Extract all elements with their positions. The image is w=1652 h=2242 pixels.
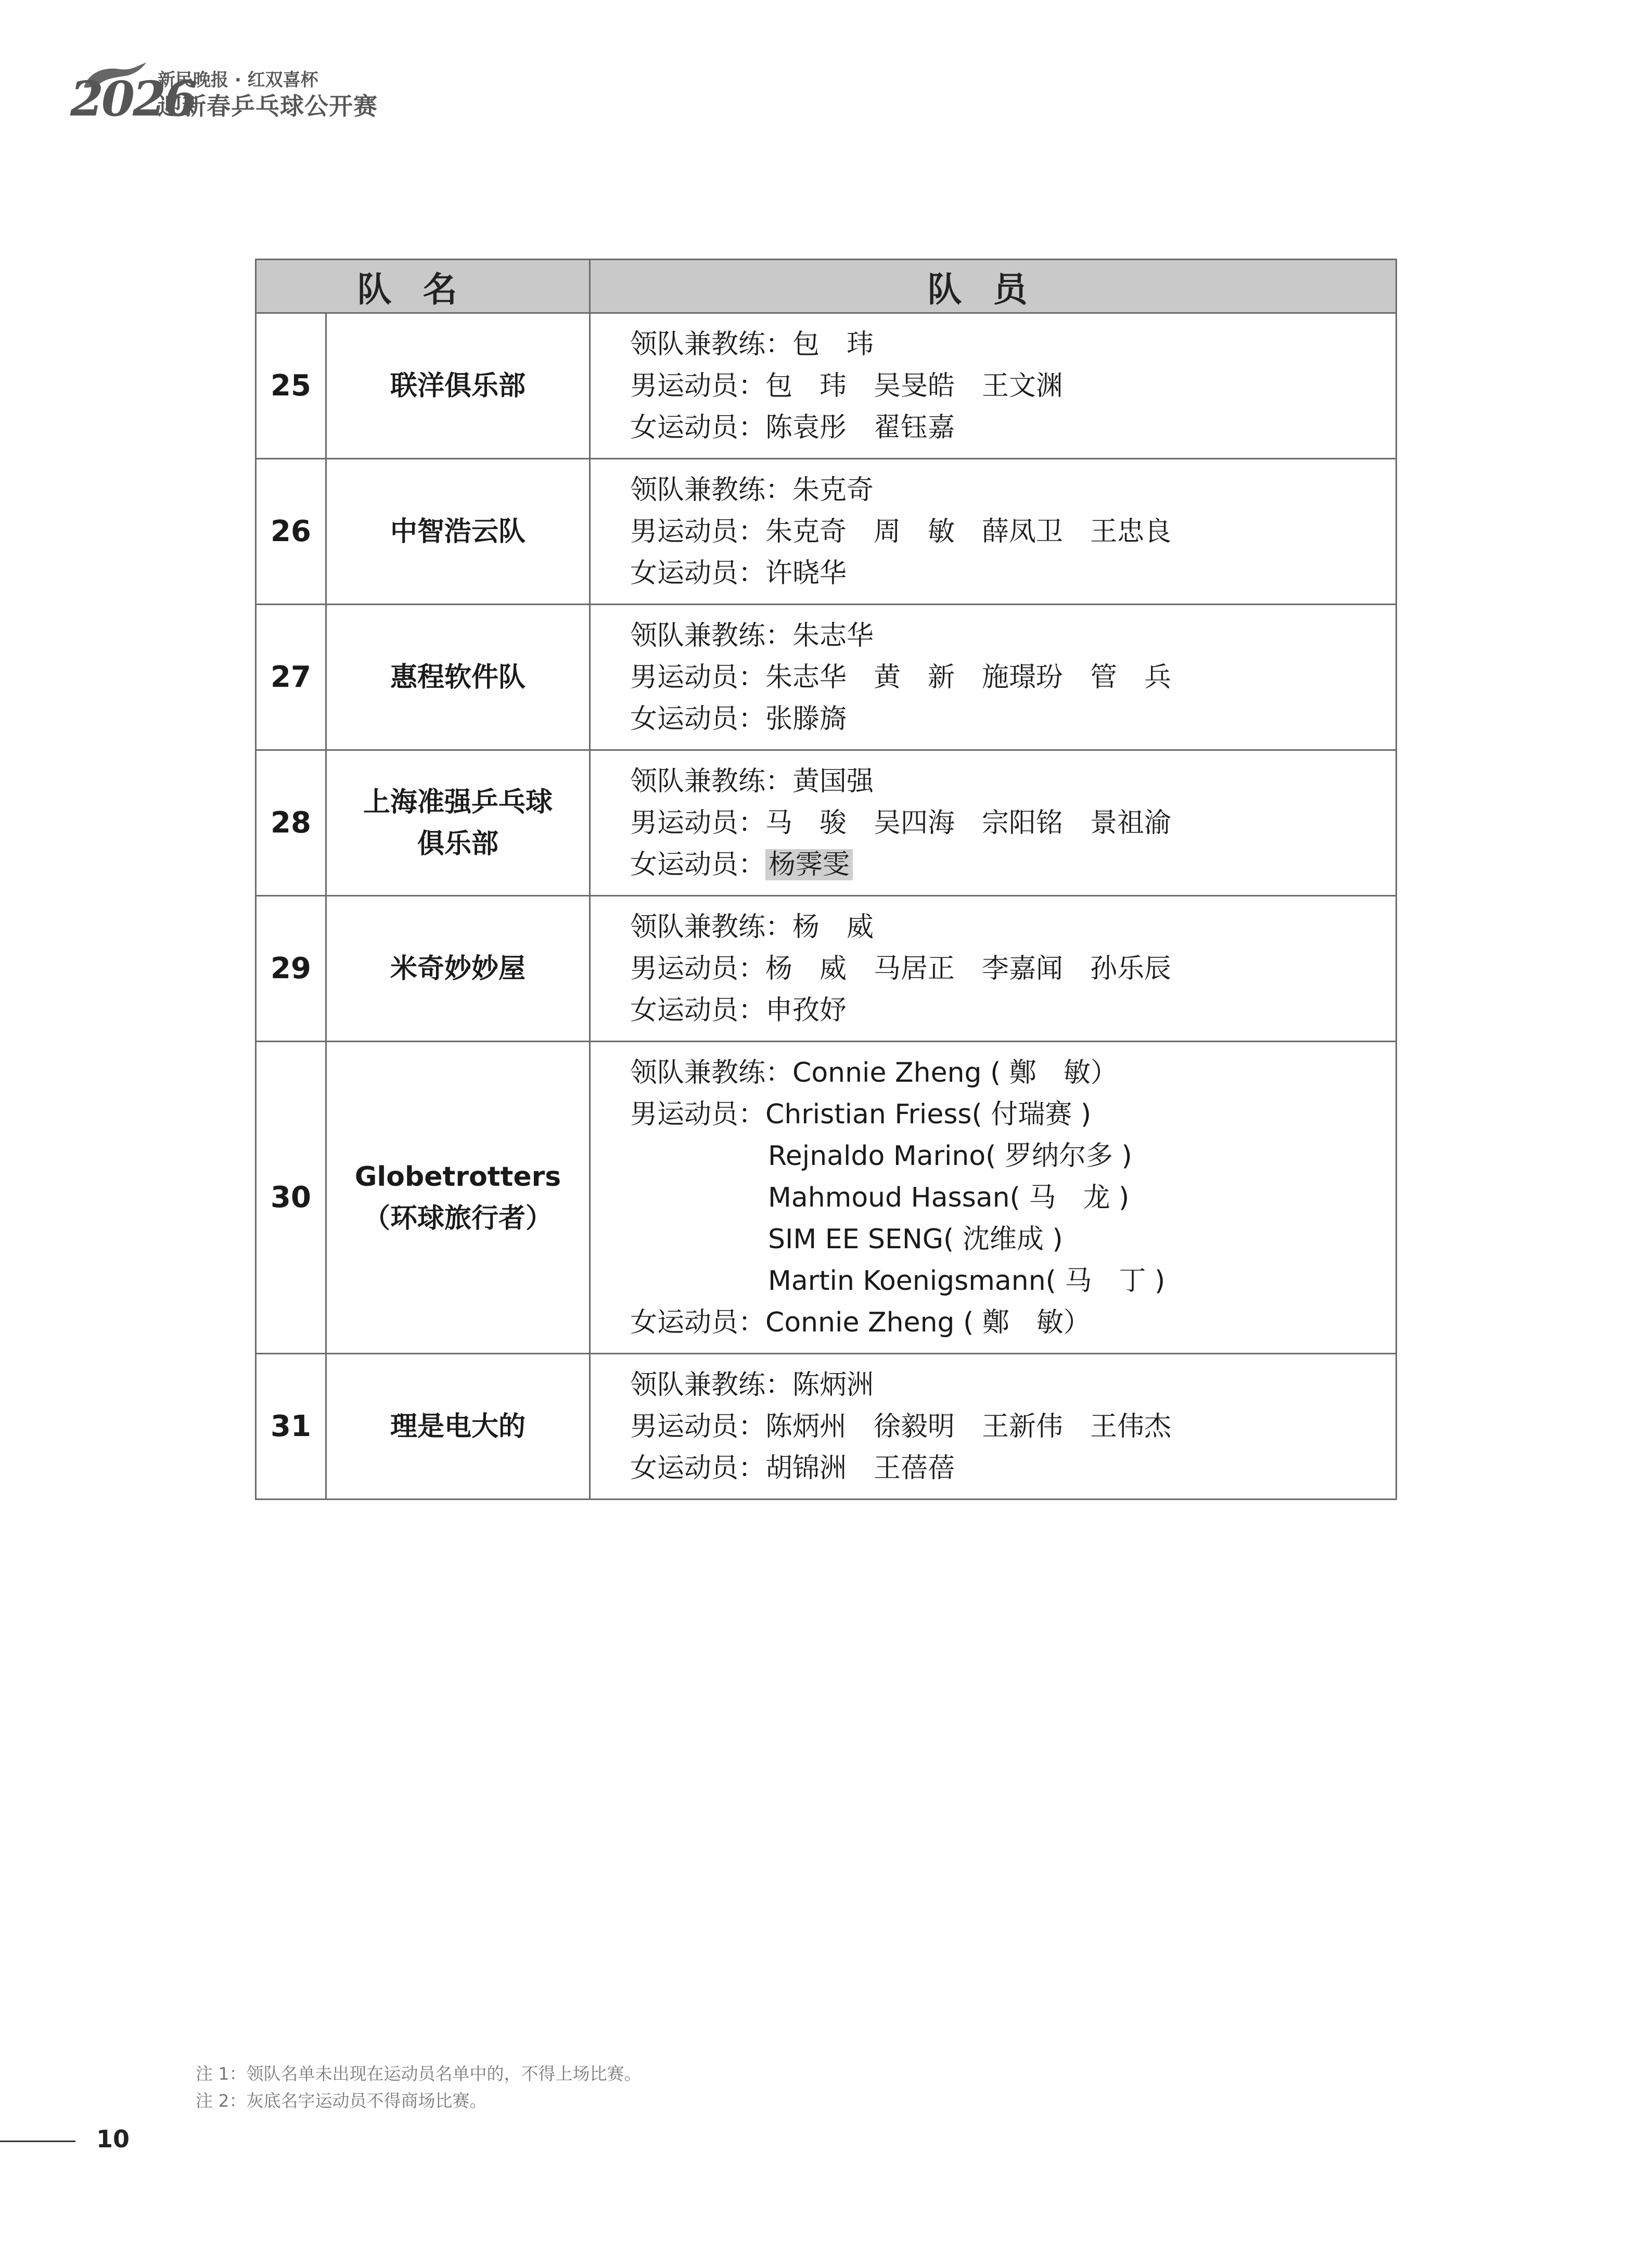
team-name-line: 米奇妙妙屋 (390, 953, 526, 984)
team-name (326, 1042, 590, 1354)
member-line (630, 990, 1395, 1031)
role-label: 领队兼教练： (630, 1369, 793, 1401)
member-line (630, 1052, 1395, 1094)
team-members (590, 1354, 1397, 1500)
member-line (630, 1364, 1395, 1406)
team-name (326, 896, 590, 1042)
player-names: 包 玮 吴旻皓 王文渊 (765, 370, 1064, 402)
player-names: 包 玮 (792, 328, 874, 360)
member-line (630, 698, 1395, 740)
player-names: 马 骏 吴四海 宗阳铭 景祖渝 (765, 807, 1172, 839)
player-names: 朱克奇 周 敏 薛凤卫 王忠良 (765, 516, 1172, 547)
role-label: 男运动员： (630, 516, 766, 547)
member-line (630, 1406, 1395, 1447)
role-label: 女运动员： (630, 849, 766, 880)
player-names: 陈炳洲 (792, 1369, 874, 1401)
player-names: Mahmoud Hassan( 马 龙 ) (768, 1182, 1130, 1213)
role-label: 男运动员： (630, 1098, 766, 1130)
member-line (630, 1260, 1395, 1302)
member-line (630, 324, 1395, 365)
team-members (590, 459, 1397, 605)
team-members (590, 750, 1397, 896)
role-label: 男运动员： (630, 953, 766, 984)
team-name-line: 中智浩云队 (390, 516, 526, 547)
team-name-line: Globetrotters (354, 1161, 561, 1193)
member-line (630, 1447, 1395, 1489)
team-name-line: 理是电大的 (390, 1411, 526, 1442)
player-names: 张滕旖 (765, 703, 847, 735)
table-row (256, 605, 1397, 750)
role-label: 男运动员： (630, 661, 766, 693)
member-line (630, 761, 1395, 802)
role-label: 女运动员： (630, 703, 766, 735)
roster-body (256, 313, 1397, 1500)
member-line (630, 1219, 1395, 1260)
table-header-row (256, 260, 1397, 313)
player-names: 胡锦洲 王蓓蓓 (765, 1452, 955, 1484)
team-number: 28 (256, 750, 326, 896)
table-row (256, 750, 1397, 896)
table-row (256, 313, 1397, 459)
team-number: 29 (256, 896, 326, 1042)
member-line (630, 906, 1395, 948)
role-label: 领队兼教练： (630, 474, 793, 506)
team-members (590, 1042, 1397, 1354)
team-members (590, 605, 1397, 750)
team-name (326, 459, 590, 605)
restricted-player-name: 杨霁雯 (765, 849, 853, 880)
logo-year: 2026 (70, 71, 196, 127)
team-name-line: 上海准强乒乓球 (363, 786, 553, 818)
team-number: 25 (256, 313, 326, 459)
header-team-name: 队名 (256, 260, 590, 313)
team-number: 31 (256, 1354, 326, 1500)
role-label: 女运动员： (630, 994, 766, 1026)
footnote-1: 注 1：领队名单未出现在运动员名单中的，不得上场比赛。 (196, 2064, 642, 2084)
event-logo (70, 61, 382, 127)
team-number: 27 (256, 605, 326, 750)
page-number: 10 (96, 2125, 130, 2153)
member-line (630, 615, 1395, 657)
member-line (630, 1302, 1395, 1343)
player-names: Connie Zheng ( 鄭 敏） (765, 1306, 1091, 1338)
role-label: 男运动员： (630, 1411, 766, 1442)
team-name (326, 1354, 590, 1500)
team-name-line: 惠程软件队 (390, 661, 526, 693)
player-names: 黄国强 (792, 765, 874, 797)
member-line (630, 657, 1395, 698)
table-row (256, 896, 1397, 1042)
role-label: 领队兼教练： (630, 911, 793, 943)
role-label: 女运动员： (630, 412, 766, 443)
player-names: Martin Koenigsmann( 马 丁 ) (768, 1265, 1166, 1297)
team-name (326, 313, 590, 459)
player-names: Connie Zheng ( 鄭 敏） (792, 1057, 1118, 1088)
player-names: Rejnaldo Marino( 罗纳尔多 ) (768, 1140, 1132, 1172)
member-line (630, 469, 1395, 511)
team-members (590, 313, 1397, 459)
player-names: 朱志华 黄 新 施璟玢 管 兵 (765, 661, 1172, 693)
team-name-line: 俱乐部 (417, 828, 498, 860)
member-line (630, 948, 1395, 990)
member-line (630, 802, 1395, 844)
member-line (630, 407, 1395, 449)
player-names: 陈炳州 徐毅明 王新伟 王伟杰 (765, 1411, 1172, 1442)
team-name-line: 联洋俱乐部 (390, 370, 526, 402)
player-names: 申孜妤 (765, 994, 847, 1026)
team-name-line: （环球旅行者） (363, 1202, 553, 1234)
player-names: SIM EE SENG( 沈维成 ) (768, 1223, 1063, 1255)
team-name (326, 605, 590, 750)
member-line (630, 553, 1395, 594)
player-names: 朱志华 (792, 620, 874, 651)
header-members: 队员 (590, 260, 1397, 313)
role-label: 男运动员： (630, 807, 766, 839)
table-row (256, 1354, 1397, 1500)
member-line (630, 365, 1395, 407)
role-label: 女运动员： (630, 1452, 766, 1484)
member-line (630, 1177, 1395, 1219)
player-names: 许晓华 (765, 557, 847, 589)
player-names: 朱克奇 (792, 474, 874, 506)
role-label: 领队兼教练： (630, 620, 793, 651)
player-names: 杨 威 马居正 李嘉闻 孙乐辰 (765, 953, 1172, 984)
table-row (256, 459, 1397, 605)
role-label: 领队兼教练： (630, 328, 793, 360)
footnote-2: 注 2：灰底名字运动员不得商场比赛。 (196, 2091, 487, 2111)
member-line (630, 1094, 1395, 1135)
page-number-rule (0, 2141, 75, 2142)
team-number: 26 (256, 459, 326, 605)
role-label: 领队兼教练： (630, 1057, 793, 1088)
role-label: 男运动员： (630, 370, 766, 402)
table-row (256, 1042, 1397, 1354)
member-line (630, 844, 1395, 886)
footnotes (196, 2060, 642, 2115)
team-name (326, 750, 590, 896)
logo-line-2: 迎新春乒乓球公开赛 (158, 92, 378, 120)
logo-line-1: 新民晚报 · 红双喜杯 (158, 70, 318, 91)
player-names: 杨 威 (792, 911, 874, 943)
team-roster-table (255, 259, 1397, 1500)
player-names: Christian Friess( 付瑞赛 ) (765, 1098, 1092, 1130)
member-line (630, 1135, 1395, 1177)
team-number: 30 (256, 1042, 326, 1354)
role-label: 女运动员： (630, 557, 766, 589)
player-names: 陈袁彤 翟钰嘉 (765, 412, 955, 443)
member-line (630, 511, 1395, 553)
role-label: 女运动员： (630, 1306, 766, 1338)
role-label: 领队兼教练： (630, 765, 793, 797)
team-members (590, 896, 1397, 1042)
